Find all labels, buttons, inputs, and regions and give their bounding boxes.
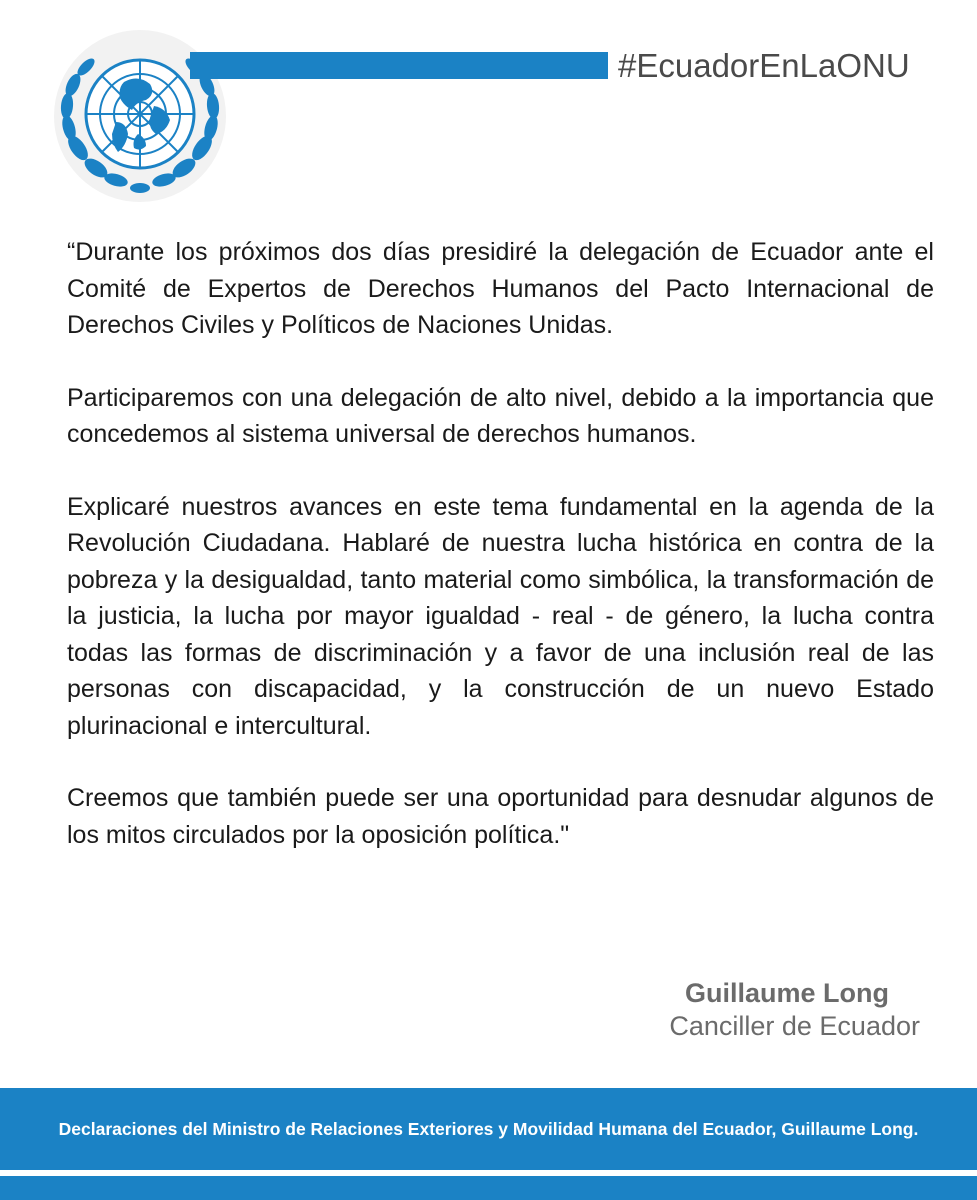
statement-paragraph: “Durante los próximos dos días presidiré la delegación de Ecuador ante el Comité de Expertos de Derechos Humanos del Pacto Internacional de Derechos Civiles y Políticos de Naciones Unidas. [67,238,934,339]
signature-name: Guillaume Long [684,978,889,1008]
hashtag-title: #EcuadorEnLaONU [618,47,910,84]
footer-caption: Declaraciones del Ministro de Relaciones Exteriores y Movilidad Humana del Ecuador, Guillaume Long. [58,1118,919,1139]
footer-banner [0,1088,977,1170]
statement-paragraph: Explicaré nuestros avances en este tema fundamental en la agenda de la Revolución Ciudadana. Hablaré de nuestra lucha histórica en contra de la pobreza y la desigualdad, tanto material como simbólica, la transformación de la justicia, la lucha por mayor igualdad - real - de género, la lucha contra todas las formas de discriminación y a favor de una inclusión real de las personas con discapacidad, y la construcción de un nuevo Estado plurinacional e intercultural. [67,492,934,740]
statement-paragraph: Participaremos con una delegación de alto nivel, debido a la importancia que concedemos al sistema universal de derechos humanos. [67,383,934,448]
statement-body [67,234,934,889]
footer-strip [0,1176,977,1200]
header-accent-bar [190,52,608,79]
statement-paragraph: Creemos que también puede ser una oportunidad para desnudar algunos de los mitos circulados por la oposición política." [67,784,934,849]
signature-block [669,976,920,1042]
signature-role: Canciller de Ecuador [669,1011,920,1041]
